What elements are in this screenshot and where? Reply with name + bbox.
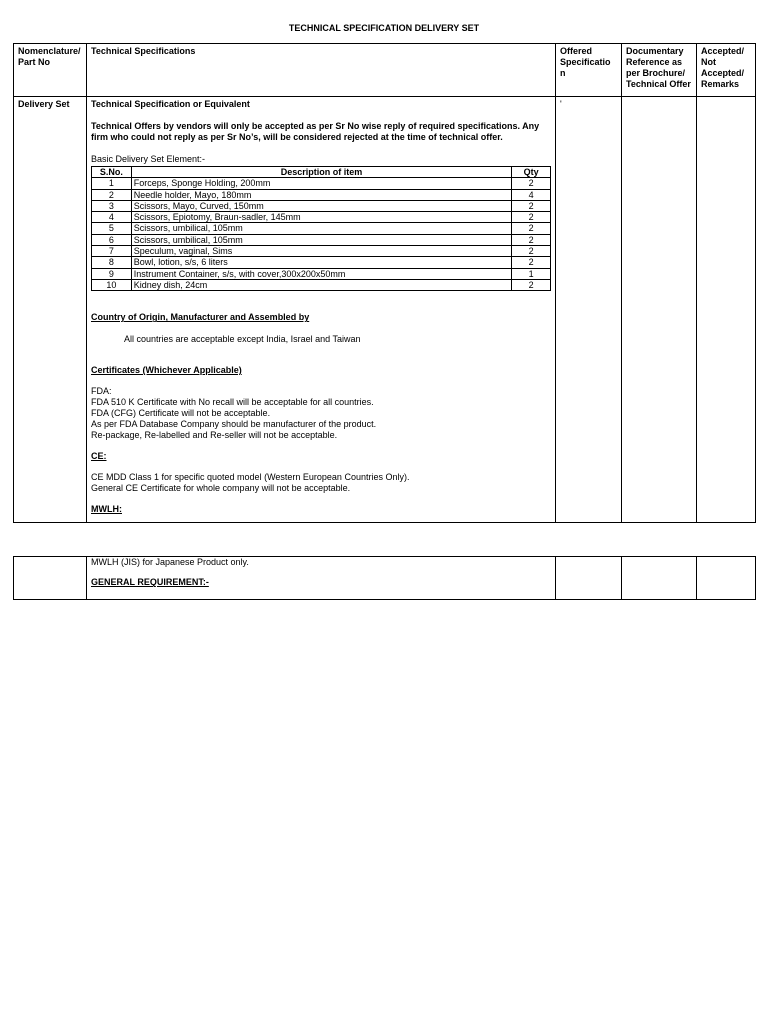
document-title: TECHNICAL SPECIFICATION DELIVERY SET: [288, 23, 480, 33]
item-sno: 1: [92, 178, 132, 189]
documentary-cell: [622, 97, 697, 523]
general-requirement-heading: GENERAL REQUIREMENT:-: [91, 577, 209, 587]
item-sno: 8: [92, 257, 132, 268]
item-sno: 3: [92, 200, 132, 211]
item-sno: 10: [92, 279, 132, 290]
origin-text: All countries are acceptable except India, Israel and Taiwan: [124, 334, 361, 345]
header-technical-specifications: Technical Specifications: [87, 44, 556, 97]
item-description: Kidney dish, 24cm: [131, 279, 511, 290]
offered-cell: [556, 97, 622, 523]
part-name: Delivery Set: [14, 97, 87, 523]
item-sno: 5: [92, 223, 132, 234]
item-row: [92, 257, 551, 268]
item-qty: 4: [512, 189, 551, 200]
item-row: [92, 212, 551, 223]
mwlh-text: MWLH (JIS) for Japanese Product only.: [91, 557, 249, 567]
item-description: Bowl, lotion, s/s, 6 liters: [131, 257, 511, 268]
item-description: Needle holder, Mayo, 180mm: [131, 189, 511, 200]
spec-table: [13, 43, 756, 523]
accepted-cell-continued: [697, 557, 756, 600]
header-nomenclature: Nomenclature/ Part No: [14, 44, 87, 97]
item-sno: 6: [92, 234, 132, 245]
item-row: [92, 279, 551, 290]
item-qty: 2: [512, 200, 551, 211]
item-description: Scissors, umbilical, 105mm: [131, 234, 511, 245]
ce-line: General CE Certificate for whole company will not be acceptable.: [91, 483, 351, 494]
item-row: [92, 178, 551, 189]
item-row: [92, 234, 551, 245]
fda-line: FDA 510 K Certificate with No recall will be acceptable for all countries.: [91, 397, 374, 408]
item-sno: 7: [92, 246, 132, 257]
item-description: Scissors, Epiotomy, Braun-sadler, 145mm: [131, 212, 511, 223]
fda-line: FDA (CFG) Certificate will not be acceptable.: [91, 408, 271, 419]
item-row: [92, 200, 551, 211]
item-qty: 2: [512, 246, 551, 257]
offered-cell-continued: [556, 557, 622, 600]
item-description: Scissors, umbilical, 105mm: [131, 223, 511, 234]
item-qty: 2: [512, 178, 551, 189]
header-offered-specification: Offered Specificatio n: [556, 44, 622, 97]
item-qty: 2: [512, 279, 551, 290]
items-table: [91, 166, 551, 291]
item-qty: 1: [512, 268, 551, 279]
header-documentary-reference: Documentary Reference as per Brochure/ Technical Offer: [622, 44, 697, 97]
spec-cell-continued: [87, 557, 556, 600]
fda-line: As per FDA Database Company should be manufacturer of the product.: [91, 419, 377, 430]
spec-heading: Technical Specification or Equivalent: [91, 99, 250, 109]
item-qty: 2: [512, 257, 551, 268]
item-description: Instrument Container, s/s, with cover,300x200x50mm: [131, 268, 511, 279]
spec-table-continued: [13, 556, 756, 600]
basic-delivery-label: Basic Delivery Set Element:-: [91, 154, 206, 164]
item-sno: 4: [92, 212, 132, 223]
fda-label: FDA:: [91, 386, 112, 397]
item-description: Forceps, Sponge Holding, 200mm: [131, 178, 511, 189]
item-row: [92, 246, 551, 257]
item-qty: 2: [512, 223, 551, 234]
vendor-note: Technical Offers by vendors will only be accepted as per Sr No wise reply of required specifications. Any firm who could not reply as per Sr No’s, will be considered rejected at the time of technical offer.: [91, 121, 540, 142]
part-cell-continued: [14, 557, 87, 600]
items-header-description: Description of item: [131, 167, 511, 178]
item-description: Scissors, Mayo, Curved, 150mm: [131, 200, 511, 211]
item-qty: 2: [512, 212, 551, 223]
origin-heading: Country of Origin, Manufacturer and Assembled by: [91, 312, 310, 323]
item-row: [92, 223, 551, 234]
items-header-sno: S.No.: [92, 167, 132, 178]
header-accepted-remarks: Accepted/ Not Accepted/ Remarks: [697, 44, 756, 97]
item-row: [92, 268, 551, 279]
item-qty: 2: [512, 234, 551, 245]
item-sno: 2: [92, 189, 132, 200]
certificates-heading: Certificates (Whichever Applicable): [91, 365, 242, 376]
mwlh-label: MWLH:: [91, 504, 122, 515]
spec-cell: [87, 97, 556, 523]
ce-line: CE MDD Class 1 for specific quoted model (Western European Countries Only).: [91, 472, 410, 483]
items-header-qty: Qty: [512, 167, 551, 178]
offered-mark: ': [560, 99, 562, 109]
ce-label: CE:: [91, 451, 107, 462]
item-sno: 9: [92, 268, 132, 279]
documentary-cell-continued: [622, 557, 697, 600]
item-row: [92, 189, 551, 200]
fda-line: Re-package, Re-labelled and Re-seller will not be acceptable.: [91, 430, 338, 441]
item-description: Speculum, vaginal, Sims: [131, 246, 511, 257]
accepted-cell: [697, 97, 756, 523]
